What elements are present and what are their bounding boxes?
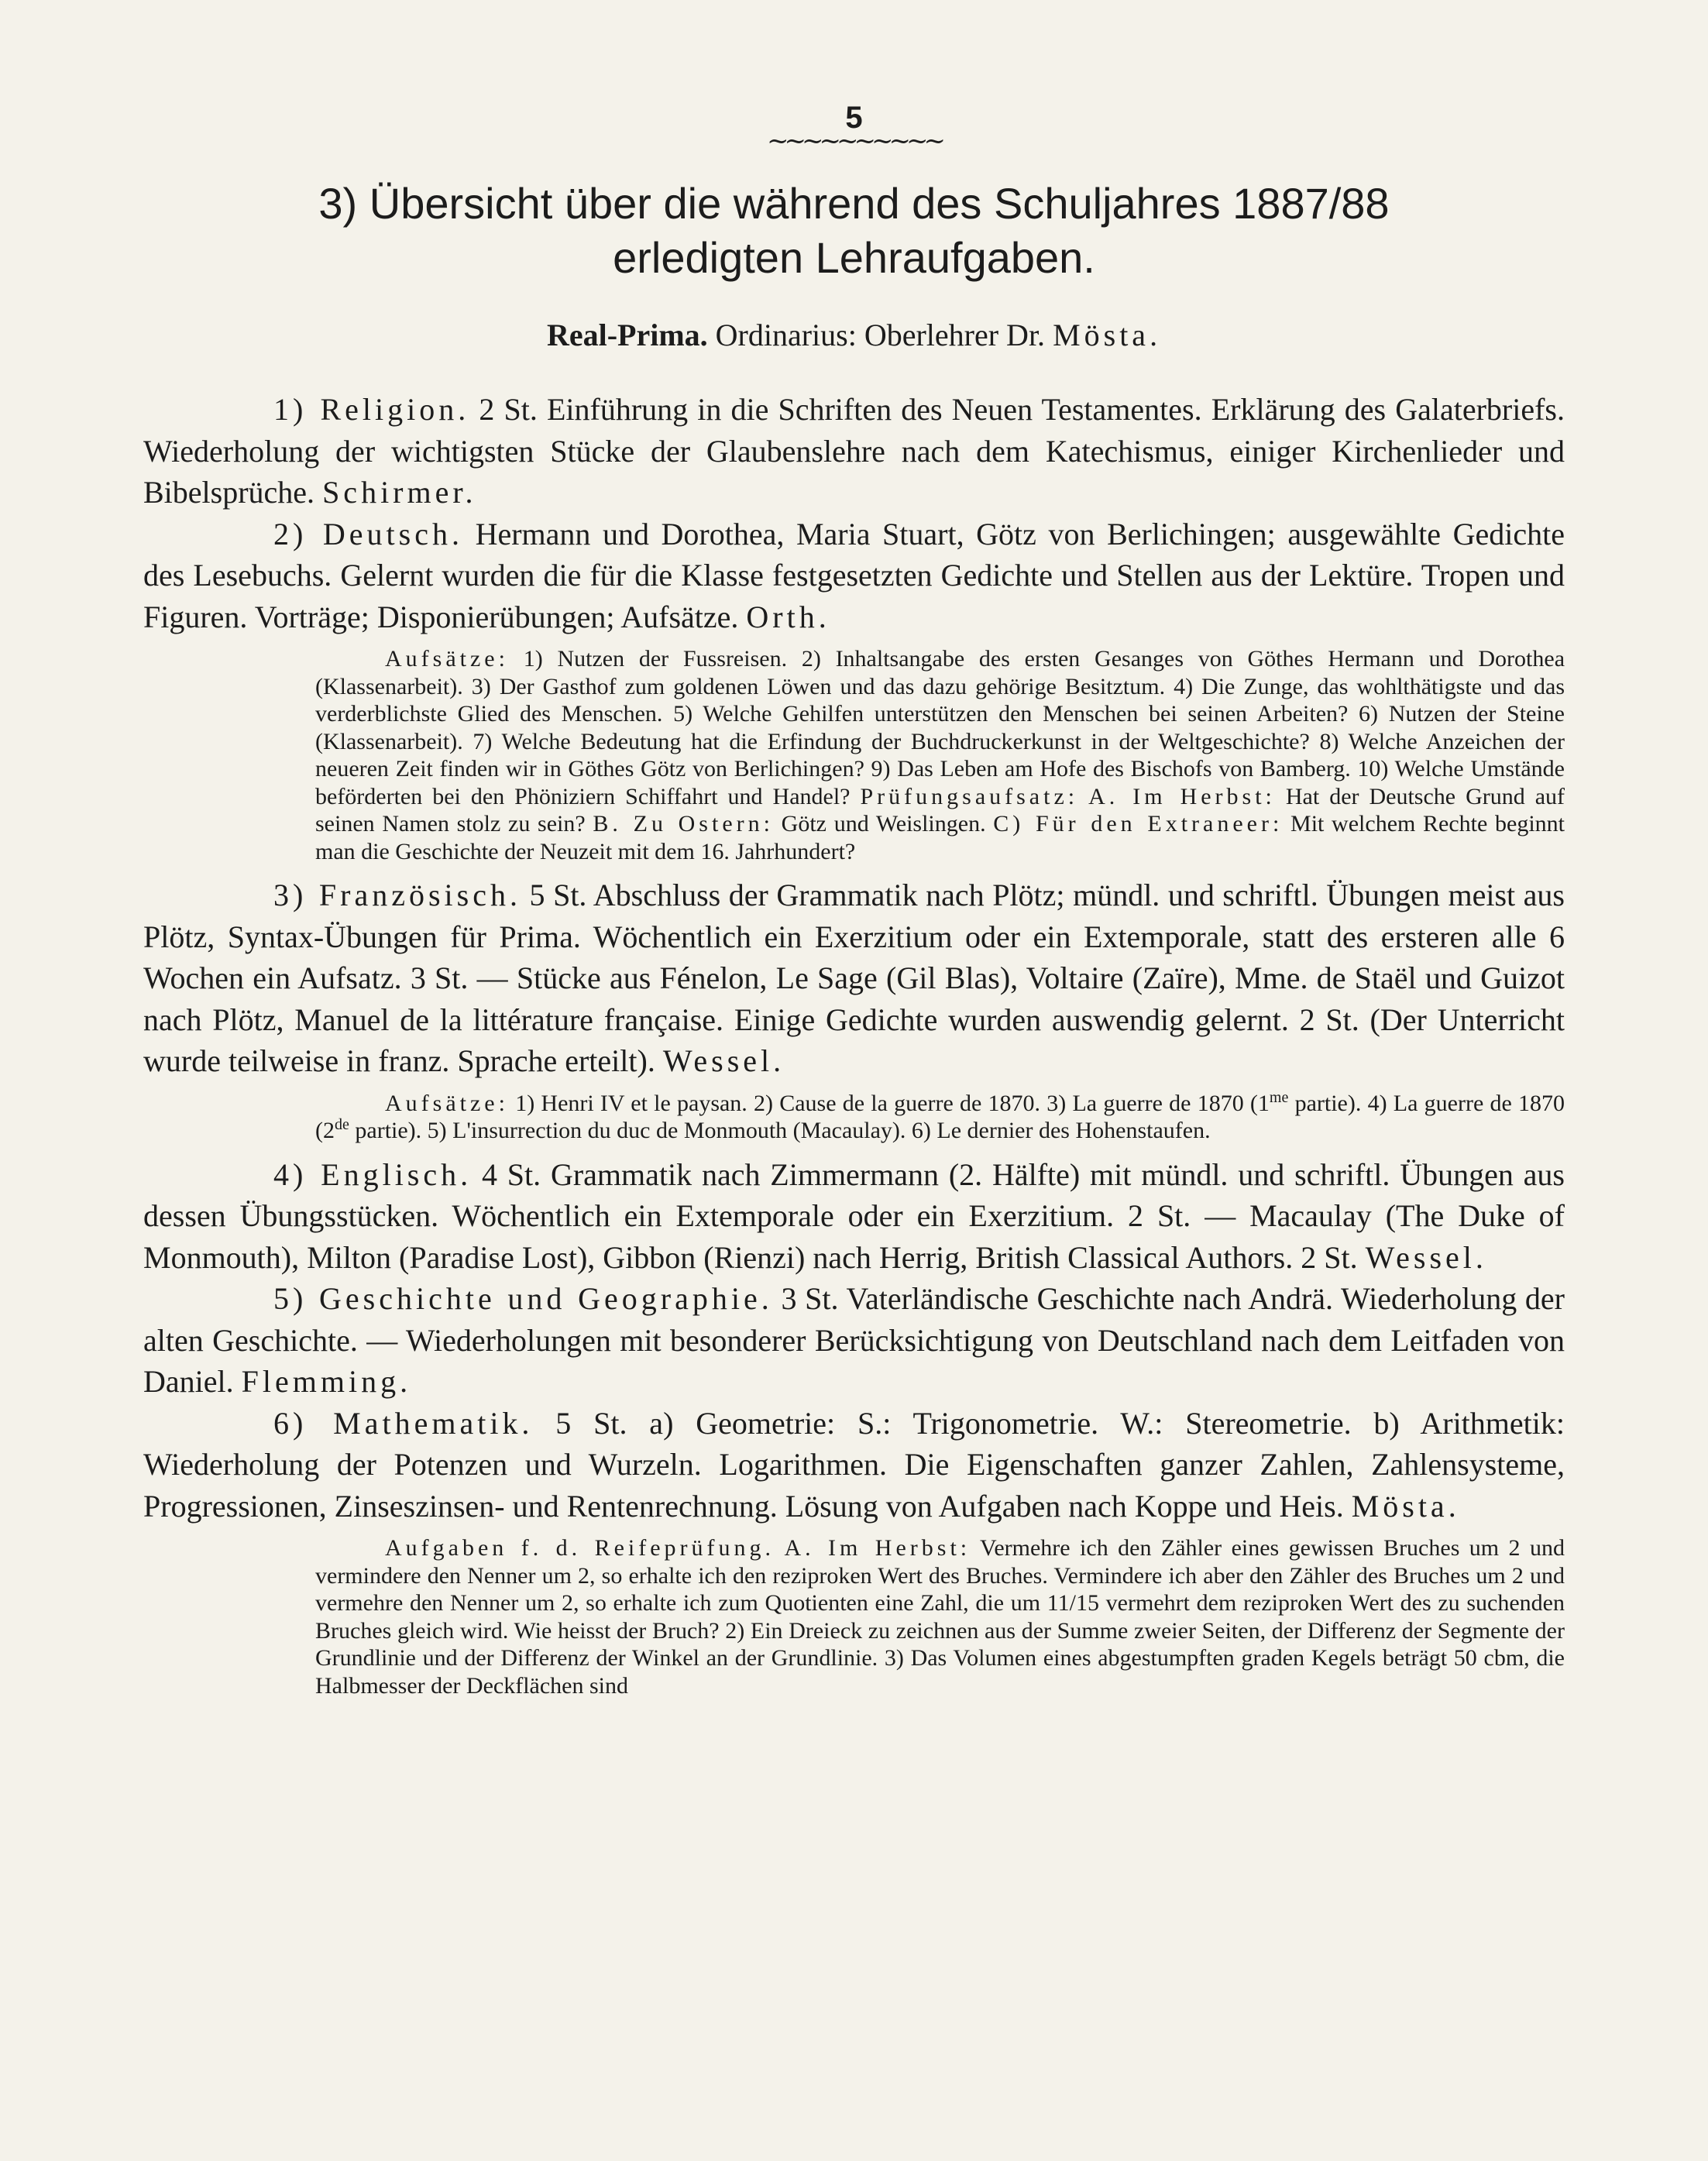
exam-b-label: B. Zu Ostern:	[593, 811, 774, 837]
essays-franzoesisch	[315, 1090, 1565, 1145]
subject-text: Hermann und Dorothea, Maria Stuart, Götz von Berlichingen; ausgewählte Gedichte des Lesebuchs. Gelernt wurden die für die Klasse festgesetzten Gedichte und Stellen aus der Lektüre. Tropen und Figuren. Vorträge; Disponierübungen; Aufsätze.	[143, 516, 1565, 634]
superscript: me	[1269, 1088, 1289, 1106]
subject-text: 4 St. Grammatik nach Zimmermann (2. Hälfte) mit mündl. und schriftl. Übungen aus dessen Übungsstücken. Wöchentlich ein Extemporale oder ein Exerzitium. 2 St. — Macaulay (The Duke of Monmouth), Milton (Paradise Lost), Gibbon (Rienzi) nach Herrig, British Classical Authors. 2 St.	[143, 1156, 1565, 1275]
exam-label: Prüfungsaufsatz:	[860, 783, 1079, 809]
ornament-rule: ~~~~~~~~~~	[767, 125, 941, 156]
exam-a-label: A. Im Herbst:	[1088, 783, 1276, 809]
section-title	[143, 177, 1565, 285]
tasks-text-2: vermehrt dem reziproken Wert des zu suchenden Bruches gleich wird. Wie heisst der Bruch? 2) Ein Dreieck zu zeichnen aus der Summe zweier Seiten, der Differenz der Segmente der Grundlinie und der Differenz der Winkel an der Grundlinie. 3) Das Volumen eines abgestumpften graden Kegels beträgt 50 cbm, die Halbmesser der Deckflächen sind	[315, 1590, 1565, 1699]
exam-c-label: C) Für den Extraneer:	[993, 811, 1284, 837]
essays-label: Aufsätze:	[385, 646, 509, 672]
subject-geschichte	[143, 1278, 1565, 1403]
subject-deutsch	[143, 514, 1565, 638]
subject-text: 5 St. Abschluss der Grammatik nach Plötz; mündl. und schriftl. Übungen meist aus Plötz, Syntax-Übungen für Prima. Wöchentlich ein Exerzitium oder ein Extemporale, statt des ersteren alle 6 Wochen ein Aufsatz. 3 St. — Stücke aus Fénelon, Le Sage (Gil Blas), Voltaire (Zaïre), Mme. de Staël und Guizot nach Plötz, Manuel de la littérature française. Einige Gedichte wurden auswendig gelernt. 2 St. (Der Unterricht wurde teilweise in franz. Sprache erteilt).	[143, 878, 1565, 1078]
teacher-name: Schirmer.	[322, 475, 477, 510]
essays-label: Aufsätze:	[385, 1090, 509, 1116]
subject-heading: 4) Englisch.	[273, 1156, 473, 1192]
class-name: Real-Prima.	[546, 318, 708, 352]
subject-heading: 2) Deutsch.	[273, 516, 463, 551]
title-line-1: 3) Übersicht über die während des Schuljahres 1887/88	[318, 179, 1390, 228]
subject-heading: 5) Geschichte und Geographie.	[273, 1281, 773, 1316]
essay-part-2: partie). 4) La guerre de 1870 (2	[315, 1090, 1565, 1143]
class-heading	[143, 316, 1565, 355]
teacher-name: Flemming.	[241, 1364, 412, 1399]
subject-text: 5 St. a) Geometrie: S.: Trigonometrie. W.: Stereometrie. b) Arithmetik: Wiederholung der Potenzen und Wurzeln. Logarithmen. Die Eigenschaften ganzer Zahlen, Zahlensysteme, Progressionen, Zinseszinsen- und Rentenrechnung. Lösung von Aufgaben nach Koppe und Heis.	[143, 1405, 1565, 1524]
tasks-mathematik	[315, 1534, 1565, 1699]
teacher-name: Orth.	[746, 599, 830, 634]
title-line-2: erledigten Lehraufgaben.	[613, 233, 1095, 282]
teacher-name: Mösta.	[1351, 1488, 1460, 1524]
fraction: 1/15	[1057, 1590, 1099, 1616]
essays-deutsch	[315, 645, 1565, 865]
page-number: 5	[845, 101, 863, 135]
subject-franzoesisch	[143, 874, 1565, 1082]
exam-c-text: Mit welchem Rechte beginnt man die Geschichte der Neuzeit mit dem 16. Jahrhundert?	[315, 811, 1565, 864]
ordinarius-label: Ordinarius: Oberlehrer Dr.	[715, 318, 1046, 352]
teacher-name: Wessel.	[662, 1043, 785, 1078]
exam-b-text: Götz und Weislingen.	[781, 811, 986, 837]
superscript: de	[335, 1116, 349, 1133]
subject-mathematik	[143, 1403, 1565, 1527]
subject-heading: 1) Religion.	[273, 392, 470, 427]
tasks-text-1: Vermehre ich den Zähler eines gewissen Bruches um 2 und vermindere den Nenner um 2, so erhalte ich den reziproken Wert des Bruches. Vermindere ich aber den Zähler des Bruches um 2 und vermehre den Nenner um 2, so erhalte ich zum Quotienten eine Zahl, die um 1	[315, 1535, 1565, 1616]
exam-a-text: Hat der Deutsche Grund auf seinen Namen stolz zu sein?	[315, 783, 1565, 837]
subject-heading: 6) Mathematik.	[273, 1405, 534, 1441]
essay-part-3: partie). 5) L'insurrection du duc de Monmouth (Macaulay). 6) Le dernier des Hohenstaufen.	[349, 1118, 1211, 1143]
essay-part-1: 1) Henri IV et le paysan. 2) Cause de la guerre de 1870. 3) La guerre de 1870 (1	[515, 1090, 1270, 1116]
content	[143, 389, 1565, 1709]
tasks-label: Aufgaben f. d. Reifeprüfung.	[385, 1535, 775, 1561]
ordinarius-name: Mösta.	[1053, 318, 1162, 352]
subject-heading: 3) Französisch.	[273, 878, 521, 912]
subject-text: 3 St. Vaterländische Geschichte nach Andrä. Wiederholung der alten Geschichte. — Wiederholungen mit besonderer Berücksichtigung von Deutschland nach dem Leitfaden von Daniel.	[143, 1281, 1565, 1399]
subject-religion	[143, 389, 1565, 514]
subject-englisch	[143, 1154, 1565, 1279]
subject-text: 2 St. Einführung in die Schriften des Neuen Testamentes. Erklärung des Galaterbriefs. Wiederholung der wichtigsten Stücke der Glaubenslehre nach dem Katechismus, einiger Kirchenlieder und Bibelsprüche.	[143, 392, 1565, 510]
teacher-name: Wessel.	[1365, 1239, 1487, 1275]
tasks-a-label: A. Im Herbst:	[784, 1535, 971, 1561]
essays-text: 1) Nutzen der Fussreisen. 2) Inhaltsangabe des ersten Gesanges von Göthes Hermann und Dorothea (Klassenarbeit). 3) Der Gasthof zum goldenen Löwen und das dazu gehörige Besitztum. 4) Die Zunge, das wohlthätigste und das verderblichste Glied des Menschen. 5) Welche Gehilfen unterstützen den Menschen bei seinen Arbeiten? 6) Nutzen der Steine (Klassenarbeit). 7) Welche Bedeutung hat die Erfindung der Buchdruckerkunst in der Weltgeschichte? 8) Welche Anzeichen der neueren Zeit finden wir in Göthes Götz von Berlichingen? 9) Das Leben am Hofe des Bischofs von Bamberg. 10) Welche Umstände beförderten bei den Phöniziern Schiffahrt und Handel?	[315, 646, 1565, 809]
